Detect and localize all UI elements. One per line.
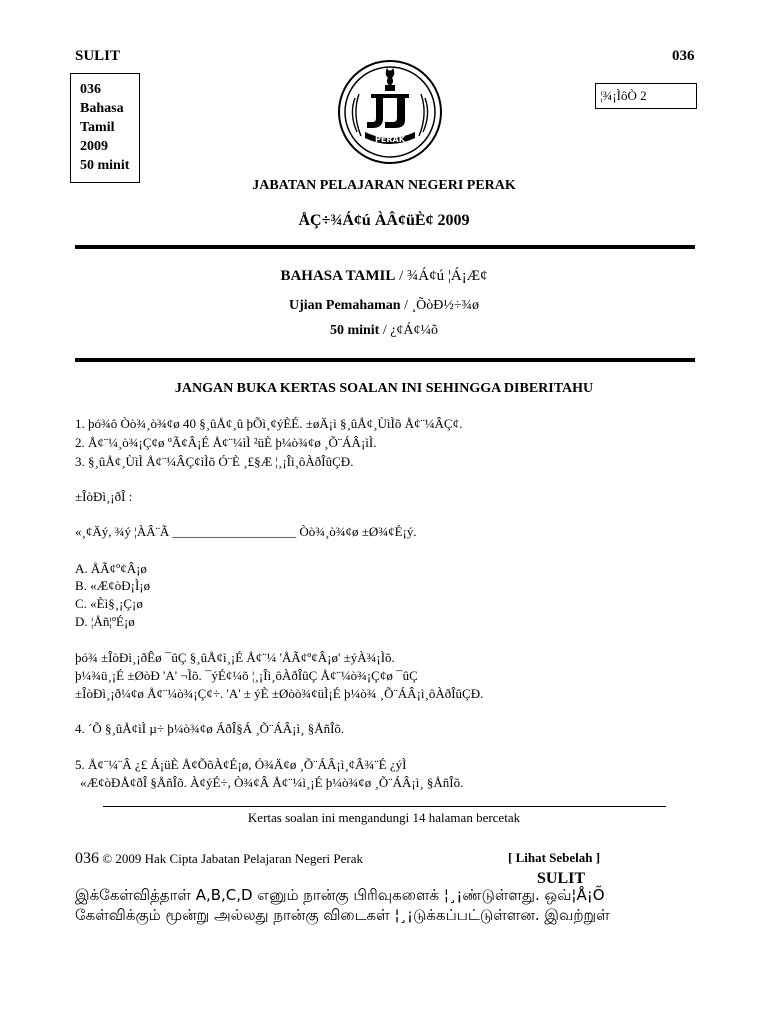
page-number-box: ¦¾¡ÌôÒ 2 [595, 83, 697, 109]
footer-sulit: SULIT [537, 870, 586, 887]
tamil-line-1: இக்கேள்வித்தாள் A,B,C,D எனும் நான்கு பிரிவுகளைக் ¦¸¡ண்டுள்ளது. ஒவ்¦Å¡Õ [75, 886, 605, 904]
instruction-2: 2. Å¢¨¼¸ò¾¡Ç¢ø ºÃ¢Â¡É Å¢¨¼ìÌ ²üÈ þ¼ò¾¢ø ¸Õ¨ÁÂ¡ìÌ. [75, 435, 377, 450]
header-code: 036 [672, 48, 695, 64]
pages-note: Kertas soalan ini mengandungi 14 halaman bercetak [247, 810, 521, 825]
info-language: Tamil [80, 120, 115, 135]
explanation-line-2: þ¼¾ü¸¡É ±ØòÐ 'A' ¬Ìõ. ¯ýÉ¢¼õ ¦¸¡Îì¸ôÀðÎûÇ Å¢¨¼ò¾¡Ç¢ø ¯ûÇ [75, 668, 418, 683]
subject-name: BAHASA TAMIL [280, 268, 396, 284]
department-title: JABATAN PELAJARAN NEGERI PERAK [252, 178, 516, 193]
info-subject: Bahasa [80, 101, 124, 116]
subject-line [0, 268, 768, 285]
logo-text: PERAK [375, 135, 405, 144]
option-c: C. «Èì§¸¡Ç¡ø [75, 596, 143, 611]
example-question-end: Òò¾¸ò¾¢ø ±Ø¾¢É¡ý. [296, 524, 417, 539]
instruction-4: 4. ´Õ §¸ûÅ¢ìÌ µ÷ þ¼ò¾¢ø ÁðÎ§Á ¸Õ¨ÁÂ¡ì¸ §ÅñÎõ. [75, 721, 345, 736]
footer-see-next: [ Lihat Sebelah ] [508, 850, 601, 865]
footer-copyright-text: © 2009 Hak Cipta Jabatan Pelajaran Negeri Perak [99, 851, 364, 866]
paper-info-box [70, 73, 140, 183]
thick-divider-top [75, 245, 695, 249]
option-a: A. ÅÃ¢º¢Â¡ø [75, 561, 147, 576]
instruction-5-line-2: «Æ¢òÐÅ¢ðÎ §ÅñÎõ. À¢ýÉ÷, Ò¾¢Â Å¢¨¼ì¸¡É þ¼ò¾¢ø ¸Õ¨ÁÂ¡ì¸ §ÅñÎõ. [80, 775, 464, 790]
example-question-start: «¸¢Äý, ¾ý ¦ÀÂ¨Ã [75, 524, 173, 539]
footer-code: 036 [75, 850, 99, 867]
duration-tamil: / ¿¢Á¢¼õ [379, 323, 439, 338]
info-duration: 50 minit [80, 158, 130, 173]
subject-name-tamil: / ¾Á¢ú ¦Á¡Æ¢ [395, 268, 488, 284]
paper-line [0, 298, 768, 314]
option-b: B. «Æ¢òÐ¡Ì¡ø [75, 578, 151, 593]
header-sulit: SULIT [75, 48, 121, 64]
exam-title: ÅÇ÷¾Á¢ú ÀÂ¢üÈ¢ 2009 [298, 212, 470, 229]
instruction-1: 1. þó¾ô Òò¾¸ò¾¢ø 40 §¸ûÅ¢¸û þÕì¸¢ýÈÉ. ±øÄ¡ì §¸ûÅ¢¸ÙìÌõ Å¢¨¼ÂÇ¢. [75, 416, 463, 431]
instruction-3: 3. §¸ûÅ¢¸ÙìÌ Å¢¨¼ÂÇ¢ìÌõ Ó¨È ¸£§Æ ¦¸¡Îì¸ôÀðÎûÇÐ. [75, 454, 354, 469]
instruction-5-line-1: 5. Å¢¨¼¨Â ¿£ Á¡üÈ Å¢ÕõÀ¢É¡ø, Ó¾Ä¢ø ¸Õ¨ÁÂ¡ì¸¢Â¾¨É ¿ýÌ [75, 757, 407, 772]
paper-name: Ujian Pemahaman [288, 298, 401, 313]
explanation-line-3: ±ÎòÐì¸¡ð¼¢ø Å¢¨¼ò¾¡Ç¢÷. 'A' ± ýÈ ±Øòò¾¢üÌ¡É þ¼ò¾ ¸Õ¨ÁÂ¡ì¸ôÀðÎûÇÐ. [75, 686, 484, 701]
tamil-line-2: கேள்விக்கும் மூன்று அல்லது நான்கு விடைகள் ¦¸¡டுக்கப்பட்டுள்ளன. இவற்றுள் [75, 906, 610, 924]
paper-name-tamil: / ¸ÕòÐ½÷¾ø [400, 298, 480, 313]
warning-text: JANGAN BUKA KERTAS SOALAN INI SEHINGGA DIBERITAHU [174, 381, 594, 396]
info-year: 2009 [80, 139, 108, 154]
explanation-line-1: þó¾ ±ÎòÐì¸¡ðÊø ¯ûÇ §¸ûÅ¢ì¸¡É Å¢¨¼ 'ÅÃ¢º¢Â¡ø' ±ýÀ¾¡Ìõ. [75, 650, 395, 665]
thick-divider-bottom [75, 358, 695, 362]
duration-value: 50 minit [329, 323, 380, 338]
option-d: D. ¦Åñ¦ºÉ¡ø [75, 614, 135, 629]
perak-education-logo [335, 58, 445, 166]
example-blank: ___________________ [172, 524, 297, 539]
thin-divider [103, 806, 666, 807]
example-label: ±ÎòÐì¸¡ðÎ : [75, 489, 133, 504]
info-code: 036 [80, 82, 101, 97]
example-question [75, 524, 417, 540]
duration-line [0, 323, 768, 339]
footer-copyright [75, 850, 363, 868]
